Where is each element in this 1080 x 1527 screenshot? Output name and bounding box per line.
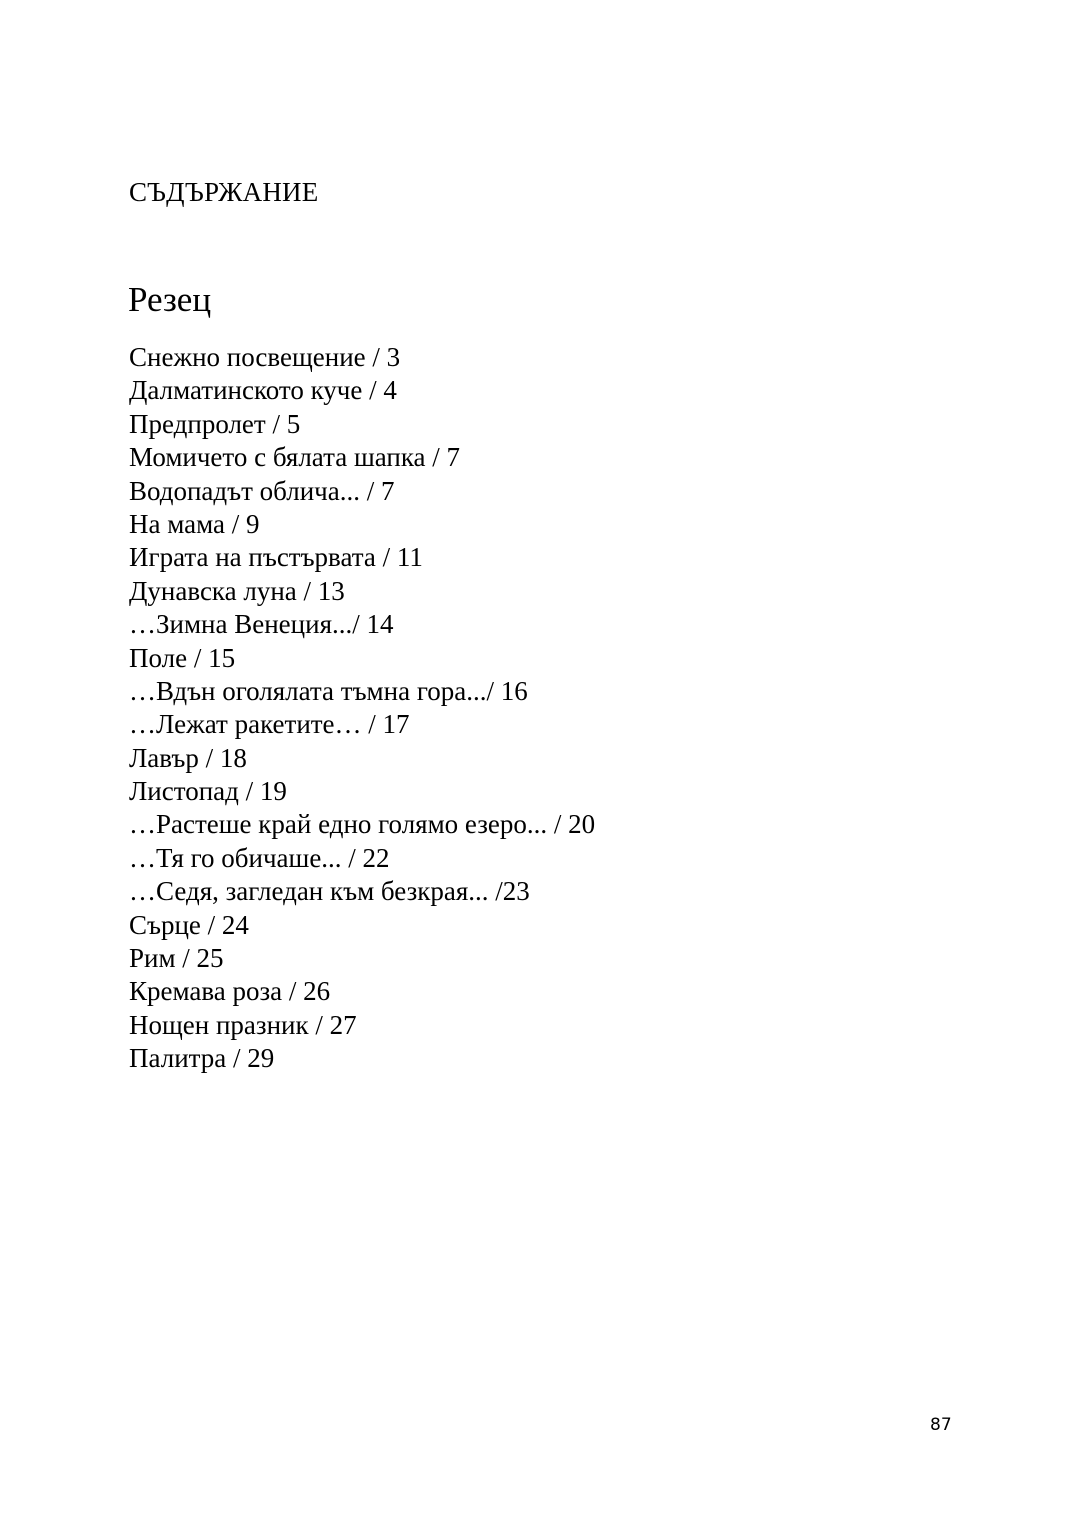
toc-entry: Сърце / 24	[129, 909, 249, 940]
toc-entry: На мама / 9	[129, 508, 260, 539]
toc-entry: Листопад / 19	[129, 776, 287, 807]
page-number: 87	[930, 1415, 952, 1435]
toc-entry: Водопадът облича... / 7	[129, 475, 395, 506]
toc-entry: …Вдън оголялата тъмна гора.../ 16	[129, 675, 528, 706]
page-heading: СЪДЪРЖАНИЕ	[129, 177, 319, 207]
toc-entry: …Зимна Венеция.../ 14	[129, 609, 394, 640]
table-of-contents	[129, 341, 595, 1076]
toc-entry: Лавър / 18	[129, 742, 247, 773]
toc-entry: Поле / 15	[129, 642, 236, 673]
toc-entry: …Растеше край едно голямо езеро... / 20	[129, 809, 596, 840]
toc-entry: …Тя го обичаше... / 22	[129, 842, 390, 873]
toc-entry: Кремава роза / 26	[129, 976, 331, 1007]
toc-entry: Нощен празник / 27	[129, 1009, 357, 1040]
toc-entry: Момичето с бялата шапка / 7	[129, 442, 461, 473]
toc-entry: …Седя, загледан към безкрая... /23	[129, 876, 530, 907]
section-title: Резец	[128, 280, 212, 319]
toc-entry: Далматинското куче / 4	[129, 375, 397, 406]
toc-entry: Играта на пъстървата / 11	[129, 542, 423, 573]
toc-entry: Палитра / 29	[129, 1043, 275, 1074]
toc-entry: …Лежат ракетите… / 17	[129, 709, 410, 740]
toc-entry: Предпролет / 5	[129, 408, 301, 439]
toc-entry: Рим / 25	[129, 943, 224, 974]
toc-entry: Снежно посвещение / 3	[129, 342, 401, 372]
toc-entry: Дунавска луна / 13	[129, 575, 345, 606]
